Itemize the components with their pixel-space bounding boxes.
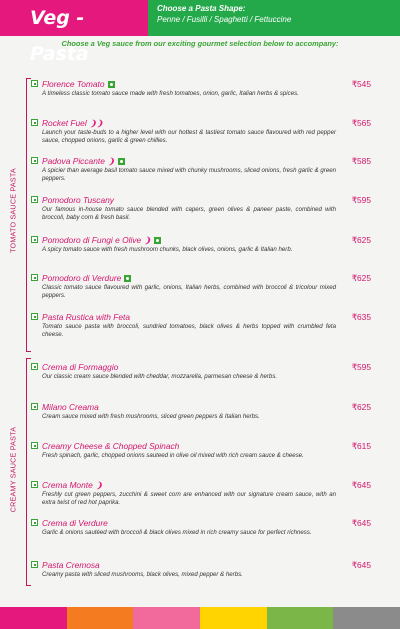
item-name-wrap xyxy=(42,362,118,372)
veg-icon xyxy=(108,81,115,88)
creamy-section-bracket xyxy=(26,358,31,586)
item-name: Crema di Verdure xyxy=(42,518,108,528)
item-price: ₹595 xyxy=(351,362,371,372)
item-price: ₹615 xyxy=(351,441,371,451)
item-price: ₹595 xyxy=(351,195,371,205)
item-price: ₹585 xyxy=(351,156,371,166)
item-name: Florence Tomato xyxy=(42,79,105,89)
item-bullet-icon xyxy=(31,157,38,164)
item-description: Our famous in-house tomato sauce blended with capers, green olives & paneer paste, combined with broccoli, baby corn & fresh basil. xyxy=(42,206,336,222)
item-price: ₹635 xyxy=(351,312,371,322)
intro-text: Choose a Veg sauce from our exciting gourmet selection below to accompany: xyxy=(61,39,339,48)
item-name: Padova Piccante xyxy=(42,156,105,166)
footer-color-bar xyxy=(0,607,400,629)
item-price: ₹645 xyxy=(351,480,371,490)
item-name-wrap xyxy=(42,118,103,129)
item-price: ₹625 xyxy=(351,402,371,412)
item-description: Freshly cut green peppers, zucchini & sweet corn are enhanced with our signature cream sauce, with an extra twist of red hot paprika. xyxy=(42,491,336,507)
item-name-wrap xyxy=(42,560,100,570)
item-bullet-icon xyxy=(31,363,38,370)
pasta-shape-heading: Choose a Pasta Shape: xyxy=(157,4,246,13)
item-bullet-icon xyxy=(31,274,38,281)
item-name-wrap xyxy=(42,273,131,283)
item-name: Rocket Fuel xyxy=(42,118,87,128)
creamy-section-label: CREAMY SAUCE PASTA xyxy=(8,426,18,513)
pasta-shape-options: Penne / Fusilli / Spaghetti / Fettuccine xyxy=(157,15,292,24)
veg-icon xyxy=(124,275,131,282)
page-title: Veg - Pasta xyxy=(0,0,148,36)
chili-icon: ❩ xyxy=(144,236,151,245)
item-price: ₹545 xyxy=(351,79,371,89)
item-bullet-icon xyxy=(31,481,38,488)
footer-segment xyxy=(200,607,267,629)
item-bullet-icon xyxy=(31,313,38,320)
item-name: Pomodoro di Fungi e Olive xyxy=(42,235,142,245)
item-price: ₹645 xyxy=(351,560,371,570)
item-description: Creamy pasta with sliced mushrooms, black olives, mixed pepper & herbs. xyxy=(42,571,243,578)
item-name: Pomodoro Tuscany xyxy=(42,195,114,205)
item-description: A spicier than average basil tomato sauce mixed with chunky mushrooms, sliced onions, fresh garlic & green peppers. xyxy=(42,167,336,183)
pasta-shape-box xyxy=(148,0,400,36)
chili-icon: ❩ xyxy=(107,157,115,166)
item-name-wrap xyxy=(42,235,161,246)
item-description: Tomato sauce pasta with broccoli, sundried tomatoes, black olives & herbs topped with crumbled feta cheese. xyxy=(42,323,336,339)
item-name: Crema di Formaggio xyxy=(42,362,119,372)
item-description: Launch your taste-buds to a higher level with our hottest & tastiest tomato sauce flavoured with red pepper sauce, chopped onions, garlic & green chillies. xyxy=(42,129,336,145)
chili-icon: ❩ xyxy=(95,481,103,490)
item-name-wrap xyxy=(42,79,115,89)
item-description: Cream sauce mixed with fresh mushrooms, sliced green peppers & Italian herbs. xyxy=(42,413,260,420)
footer-segment xyxy=(67,607,134,629)
footer-segment xyxy=(333,607,400,629)
item-bullet-icon xyxy=(31,561,38,568)
item-price: ₹565 xyxy=(351,118,371,128)
item-price: ₹625 xyxy=(351,273,371,283)
footer-segment xyxy=(0,607,67,629)
item-description: Our classic cream sauce blended with cheddar, mozzarella, parmesan cheese & herbs. xyxy=(42,373,278,380)
item-name-wrap xyxy=(42,156,125,167)
item-name-wrap xyxy=(42,312,130,322)
item-name: Crema Monte xyxy=(42,480,93,490)
item-name-wrap xyxy=(42,480,102,491)
footer-segment xyxy=(267,607,334,629)
item-name: Pasta Rustica with Feta xyxy=(42,312,130,322)
item-description: A spicy tomato sauce with fresh mushroom chunks, black olives, onions, garlic & Italian herb. xyxy=(42,246,293,253)
item-description: Fresh spinach, garlic, chopped onions sauteed in olive oil mixed with rich cream sauce & cheese. xyxy=(42,452,304,459)
item-price: ₹625 xyxy=(351,235,371,245)
item-name: Creamy Cheese & Chopped Spinach xyxy=(42,441,180,451)
item-bullet-icon xyxy=(31,196,38,203)
item-name: Pasta Cremosa xyxy=(42,560,100,570)
item-bullet-icon xyxy=(31,403,38,410)
item-name: Milano Creama xyxy=(42,402,99,412)
item-name-wrap xyxy=(42,402,99,412)
item-bullet-icon xyxy=(31,80,38,87)
item-bullet-icon xyxy=(31,236,38,243)
item-bullet-icon xyxy=(31,519,38,526)
item-description: Classic tomato sauce flavoured with garlic, onions, Italian herbs, combined with broccoli & tricolour mixed peppers. xyxy=(42,284,336,300)
chili-icon: ❩❩ xyxy=(89,119,104,128)
item-bullet-icon xyxy=(31,442,38,449)
item-name-wrap xyxy=(42,441,179,451)
footer-segment xyxy=(133,607,200,629)
item-name-wrap xyxy=(42,195,114,205)
tomato-section-label: TOMATO SAUCE PASTA xyxy=(8,168,18,253)
veg-icon xyxy=(154,237,161,244)
item-description: A timeless classic tomato sauce made with fresh tomatoes, onion, garlic, Italian herbs & spices. xyxy=(42,90,299,97)
item-name: Pomodoro di Verdure xyxy=(42,273,122,283)
item-bullet-icon xyxy=(31,119,38,126)
veg-icon xyxy=(118,158,125,165)
item-description: Garlic & onions sautéed with broccoli & black olives mixed in rich creamy sauce for perfect richness. xyxy=(42,529,312,536)
item-name-wrap xyxy=(42,518,108,528)
item-price: ₹645 xyxy=(351,518,371,528)
